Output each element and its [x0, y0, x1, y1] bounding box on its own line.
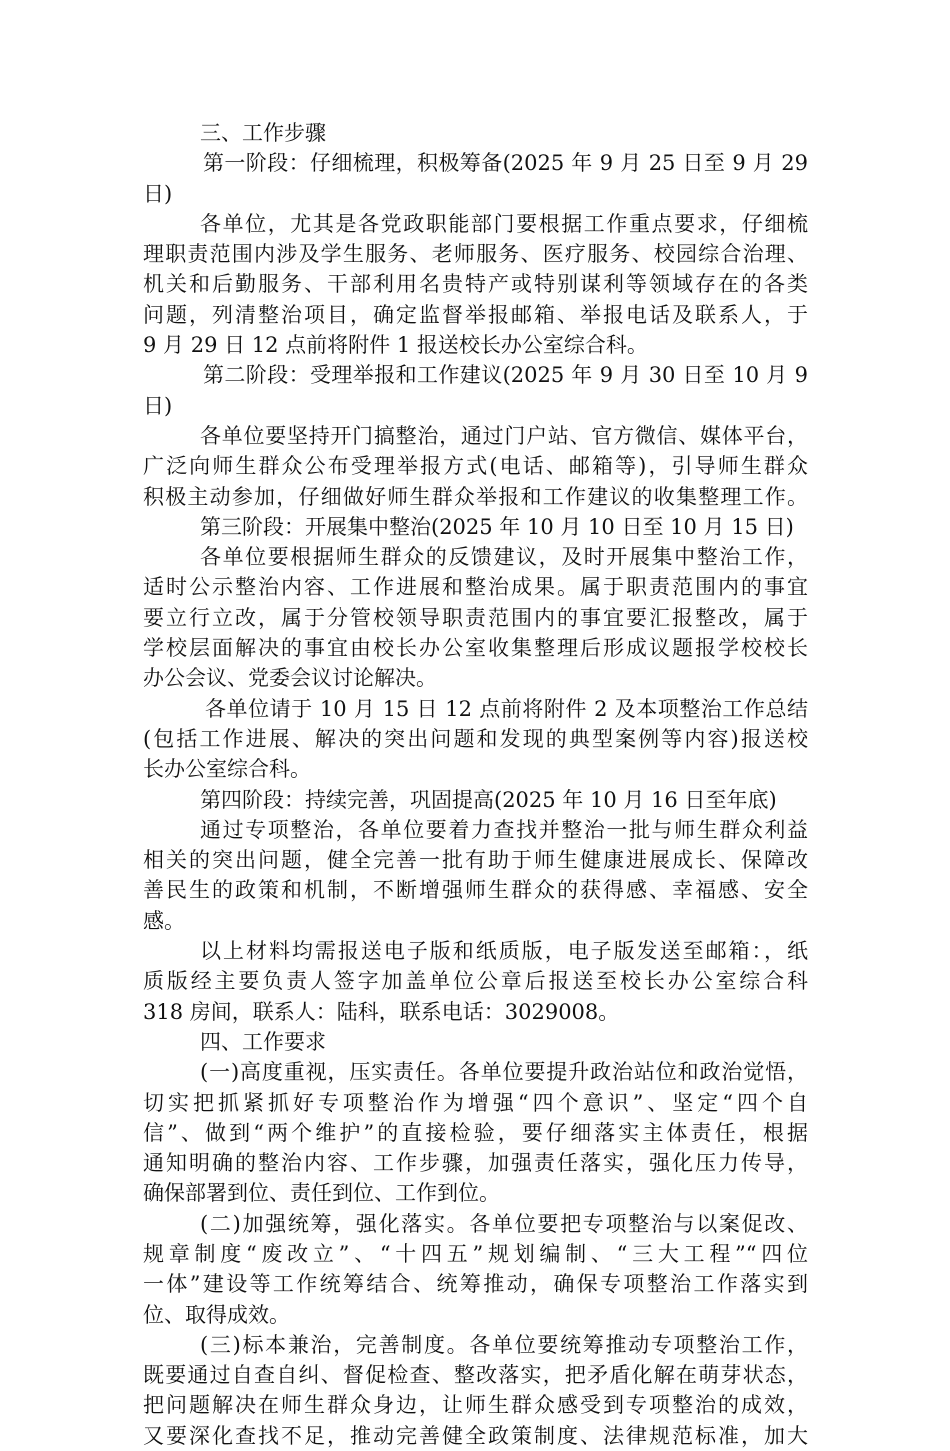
- text-line: 各单位，尤其是各党政职能部门要根据工作重点要求，仔细梳: [200, 211, 808, 236]
- text-line: 广泛向师生群众公布受理举报方式(电话、邮箱等)，引导师生群众: [143, 454, 808, 479]
- text-line: 相关的突出问题，健全完善一批有助于师生健康进展成长、保障改: [143, 848, 808, 873]
- text-line: 一体”建设等工作统筹结合、统筹推动，确保专项整治工作落实到: [143, 1272, 808, 1297]
- text-line: 要立行立改，属于分管校领导职责范围内的事宜要汇报整改，属于: [143, 605, 808, 630]
- text-line: 把问题解决在师生群众身边，让师生群众感受到专项整治的成效，: [143, 1393, 808, 1418]
- text-line: 各单位要根据师生群众的反馈建议，及时开展集中整治工作，: [200, 545, 808, 570]
- text-line: 适时公示整治内容、工作进展和整治成果。属于职责范围内的事宜: [143, 575, 808, 600]
- text-line: 善民生的政策和机制，不断增强师生群众的获得感、幸福感、安全: [143, 878, 808, 903]
- text-line: 又要深化查找不足，推动完善健全政策制度、法律规范标准，加大: [143, 1423, 808, 1448]
- text-line: 第二阶段：受理举报和工作建议(2025 年 9 月 30 日至 10 月 9: [203, 363, 808, 388]
- text-line: 理职责范围内涉及学生服务、老师服务、医疗服务、校园综合治理、: [143, 242, 808, 267]
- text-line: 感。: [143, 908, 185, 933]
- document-body: [143, 118, 808, 1451]
- text-line: 办公会议、党委会议讨论解决。: [143, 666, 437, 691]
- text-line: 机关和后勤服务、干部利用名贵特产或特别谋利等领域存在的各类: [143, 272, 808, 297]
- text-line: 9 月 29 日 12 点前将附件 1 报送校长办公室综合科。: [143, 333, 648, 358]
- text-line: 第一阶段：仔细梳理，积极筹备(2025 年 9 月 25 日至 9 月 29: [203, 151, 808, 176]
- text-line: 切实把抓紧抓好专项整治作为增强“四个意识”、坚定“四个自: [143, 1090, 808, 1115]
- text-line: 四、工作要求: [200, 1029, 326, 1054]
- text-line: 既要通过自查自纠、督促检查、整改落实，把矛盾化解在萌芽状态，: [143, 1363, 808, 1388]
- text-line: 通知明确的整治内容、工作步骤，加强责任落实，强化压力传导，: [143, 1151, 808, 1176]
- text-line: 各单位要坚持开门搞整治，通过门户站、官方微信、媒体平台，: [200, 423, 808, 448]
- text-line: 长办公室综合科。: [143, 757, 311, 782]
- text-line: (包括工作进展、解决的突出问题和发现的典型案例等内容)报送校: [143, 726, 808, 751]
- text-line: 通过专项整治，各单位要着力查找并整治一批与师生群众利益: [200, 817, 808, 842]
- text-line: 日): [143, 181, 173, 206]
- text-line: 学校层面解决的事宜由校长办公室收集整理后形成议题报学校校长: [143, 636, 808, 661]
- text-line: 以上材料均需报送电子版和纸质版，电子版发送至邮箱：，纸: [200, 939, 808, 964]
- text-line: 第三阶段：开展集中整治(2025 年 10 月 10 日至 10 月 15 日): [200, 514, 794, 539]
- text-line: 问题，列清整治项目，确定监督举报邮箱、举报电话及联系人，于: [143, 302, 808, 327]
- text-line: 规章制度“废改立”、“十四五”规划编制、“三大工程”“四位: [143, 1241, 808, 1266]
- text-line: 位、取得成效。: [143, 1302, 290, 1327]
- text-line: (一)高度重视，压实责任。各单位要提升政治站位和政治觉悟，: [200, 1060, 808, 1085]
- text-line: 各单位请于 10 月 15 日 12 点前将附件 2 及本项整治工作总结: [205, 696, 808, 721]
- text-line: 确保部署到位、责任到位、工作到位。: [143, 1181, 500, 1206]
- text-line: 质版经主要负责人签字加盖单位公章后报送至校长办公室综合科: [143, 969, 808, 994]
- text-line: 积极主动参加，仔细做好师生群众举报和工作建议的收集整理工作。: [143, 484, 808, 509]
- text-line: 第四阶段：持续完善，巩固提高(2025 年 10 月 16 日至年底): [200, 787, 777, 812]
- text-line: (三)标本兼治，完善制度。各单位要统筹推动专项整治工作，: [200, 1332, 808, 1357]
- text-line: 日): [143, 393, 173, 418]
- text-line: 信”、做到“两个维护”的直接检验，要仔细落实主体责任，根据: [143, 1120, 808, 1145]
- text-line: 318 房间，联系人：陆科，联系电话：3029008。: [143, 999, 620, 1024]
- text-line: 三、工作步骤: [200, 121, 326, 145]
- text-line: (二)加强统筹，强化落实。各单位要把专项整治与以案促改、: [200, 1211, 808, 1236]
- document-page: [143, 118, 808, 1451]
